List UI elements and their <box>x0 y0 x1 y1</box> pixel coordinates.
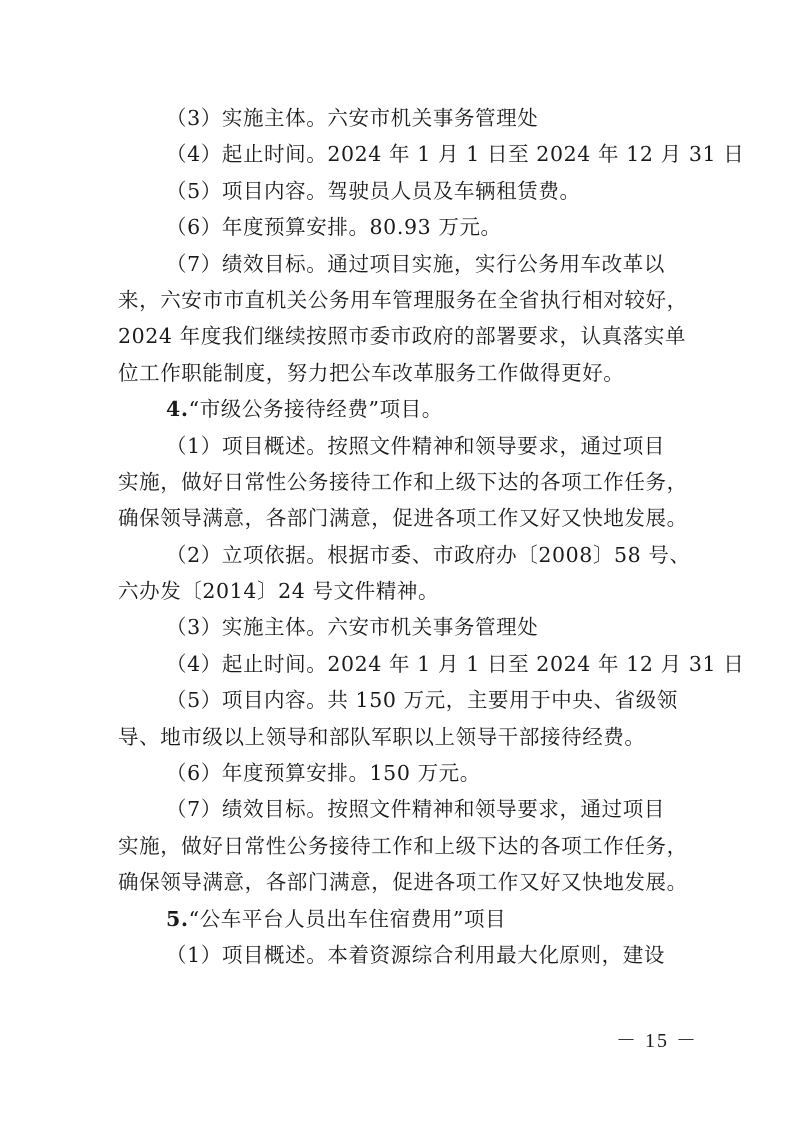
paragraph-basis <box>118 537 691 610</box>
paragraph-performance-goal <box>118 791 688 900</box>
paragraph-line: （7）绩效目标。通过项目实施，实行公务用车改革以 <box>166 251 665 276</box>
paragraph-line: （3）实施主体。六安市机关事务管理处 <box>166 615 539 640</box>
paragraph-line: （4）起止时间。2024 年 1 月 1 日至 2024 年 12 月 31 日 <box>166 142 745 167</box>
paragraph-line: 导、地市级以上领导和部队军职以上领导干部接待经费。 <box>118 724 646 749</box>
paragraph-project-content <box>118 682 678 755</box>
section-title: “公车平台人员出车住宿费用”项目 <box>188 906 507 931</box>
paragraph-line: 六办发〔2014〕24 号文件精神。 <box>118 579 440 604</box>
section-title: “市级公务接待经费”项目。 <box>188 397 443 422</box>
section-number: 4. <box>166 397 189 422</box>
section-number: 5. <box>166 906 189 931</box>
paragraph-line: （2）立项依据。根据市委、市政府办〔2008〕58 号、 <box>166 542 691 567</box>
paragraph-line: 实施，做好日常性公务接待工作和上级下达的各项工作任务， <box>118 469 688 494</box>
paragraph-line: （4）起止时间。2024 年 1 月 1 日至 2024 年 12 月 31 日 <box>166 651 745 676</box>
paragraph-line: 来，六安市市直机关公务用车管理服务在全省执行相对较好， <box>118 287 688 312</box>
paragraph-line: （5）项目内容。驾驶员人员及车辆租赁费。 <box>166 178 581 203</box>
paragraph-line: （1）项目概述。本着资源综合利用最大化原则，建设 <box>166 942 665 967</box>
paragraph-line: （6）年度预算安排。150 万元。 <box>166 761 481 786</box>
section-heading-4 <box>118 391 678 427</box>
paragraph-period <box>118 646 745 682</box>
paragraph-line: 2024 年度我们继续按照市委市政府的部署要求，认真落实单 <box>118 324 687 349</box>
paragraph-line: 实施，做好日常性公务接待工作和上级下达的各项工作任务， <box>118 833 688 858</box>
paragraph-line: （6）年度预算安排。80.93 万元。 <box>166 215 502 240</box>
paragraph-line: （1）项目概述。按照文件精神和领导要求，通过项目 <box>166 433 665 458</box>
paragraph-period <box>118 136 745 172</box>
paragraph-implementing-entity <box>118 100 678 136</box>
paragraph-project-content <box>118 173 678 209</box>
paragraph-line: （7）绩效目标。按照文件精神和领导要求，通过项目 <box>166 797 665 822</box>
paragraph-annual-budget <box>118 755 678 791</box>
paragraph-overview <box>118 428 688 537</box>
paragraph-line: 位工作职能制度，努力把公车改革服务工作做得更好。 <box>118 360 625 385</box>
section-heading-line <box>118 901 678 937</box>
paragraph-annual-budget <box>118 209 678 245</box>
paragraph-overview <box>118 937 678 973</box>
paragraph-line: （5）项目内容。共 150 万元，主要用于中央、省级领 <box>166 688 678 713</box>
paragraph-implementing-entity <box>118 609 678 645</box>
section-heading-line <box>118 391 678 427</box>
page-number: － 15 － <box>616 1030 698 1052</box>
paragraph-line: 确保领导满意，各部门满意，促进各项工作又好又快地发展。 <box>118 870 688 895</box>
paragraph-line: （3）实施主体。六安市机关事务管理处 <box>166 106 539 130</box>
paragraph-performance-goal <box>118 246 688 392</box>
paragraph-line: 确保领导满意，各部门满意，促进各项工作又好又快地发展。 <box>118 506 688 531</box>
document-body <box>118 100 745 973</box>
section-heading-5 <box>118 901 678 937</box>
